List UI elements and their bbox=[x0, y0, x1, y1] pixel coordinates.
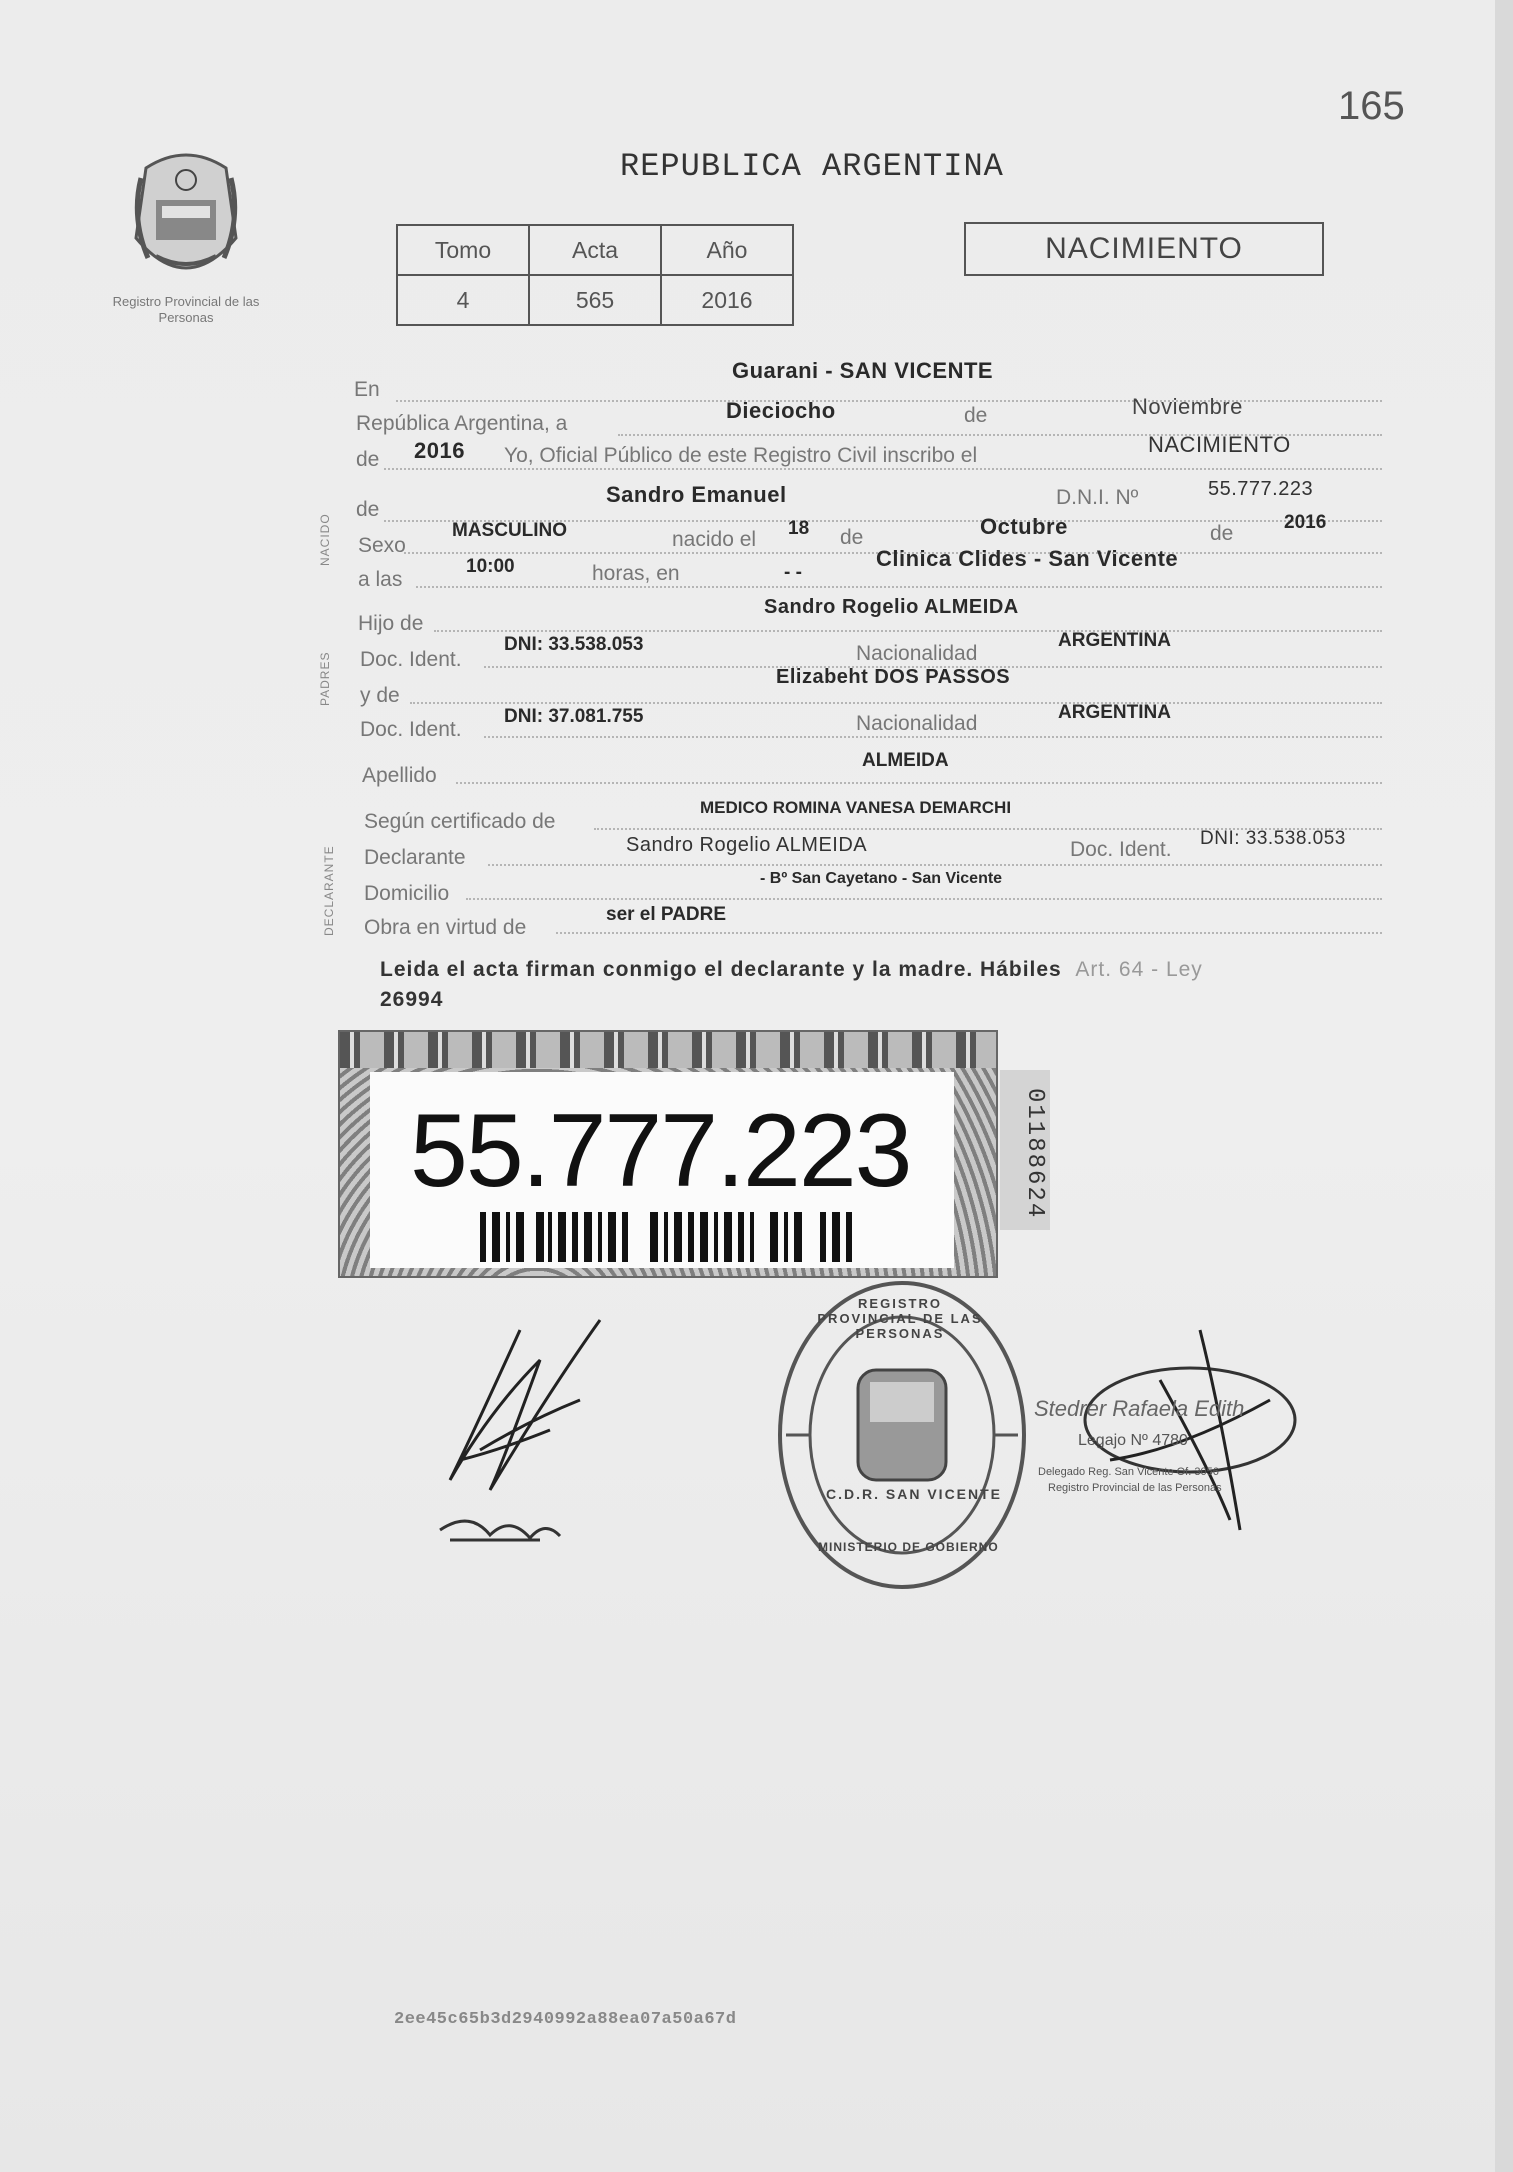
value-lugar-nac: Clinica Clides - San Vicente bbox=[876, 546, 1179, 571]
paper-edge bbox=[1495, 0, 1513, 2172]
label-nacionalidad-2: Nacionalidad bbox=[856, 712, 978, 735]
value-padre: Sandro Rogelio ALMEIDA bbox=[764, 596, 1019, 618]
sticker-serial: 01188624 bbox=[1021, 1088, 1048, 1220]
label-horas-en: horas, en bbox=[592, 562, 680, 585]
dotted-line bbox=[556, 932, 1382, 934]
official-legajo: Legajo Nº 4780 bbox=[1078, 1432, 1188, 1449]
value-lugar: Guarani - SAN VICENTE bbox=[732, 358, 994, 383]
value-padre-doc: DNI: 33.538.053 bbox=[504, 634, 644, 655]
official-name: Stedrer Rafaela Edith bbox=[1034, 1396, 1245, 1421]
value-madre-nac: ARGENTINA bbox=[1058, 702, 1171, 723]
table-value-acta: 565 bbox=[529, 275, 661, 325]
label-sexo: Sexo bbox=[358, 534, 406, 557]
value-nac-dia: 18 bbox=[788, 518, 810, 539]
value-certificado: MEDICO ROMINA VANESA DEMARCHI bbox=[700, 798, 1012, 817]
label-yo-oficial: Yo, Oficial Público de este Registro Civil inscribo el bbox=[504, 444, 978, 467]
label-doc-ident-2: Doc. Ident. bbox=[360, 718, 462, 741]
value-dia: Dieciocho bbox=[726, 398, 836, 423]
official-registro: Registro Provincial de las Personas bbox=[1048, 1482, 1222, 1494]
label-doc-ident: Doc. Ident. bbox=[360, 648, 462, 671]
document-hash: 2ee45c65b3d2940992a88ea07a50a67d bbox=[394, 2010, 737, 2029]
label-apellido: Apellido bbox=[362, 764, 437, 787]
provincial-crest-logo bbox=[126, 148, 246, 288]
law-number: 26994 bbox=[380, 988, 444, 1011]
dotted-line bbox=[410, 702, 1382, 704]
value-domicilio: - Bº San Cayetano - San Vicente bbox=[760, 870, 1003, 887]
label-de-5: de bbox=[1210, 522, 1234, 545]
table-value-tomo: 4 bbox=[397, 275, 529, 325]
sticker-number: 55.777.223 bbox=[410, 1093, 911, 1209]
label-de-4: de bbox=[840, 526, 864, 549]
label-dni: D.N.I. Nº bbox=[1056, 486, 1139, 509]
value-anio: 2016 bbox=[414, 438, 465, 463]
label-a-las: a las bbox=[358, 568, 403, 591]
value-nac-anio: 2016 bbox=[1284, 512, 1327, 533]
side-label-padres: PADRES bbox=[318, 651, 332, 706]
value-acto: NACIMIENTO bbox=[1148, 432, 1291, 457]
value-padre-nac: ARGENTINA bbox=[1058, 630, 1171, 651]
label-nacionalidad: Nacionalidad bbox=[856, 642, 978, 665]
barcode-icon bbox=[480, 1212, 855, 1262]
seal-ring-text: REGISTRO PROVINCIAL DE LAS PERSONAS bbox=[817, 1296, 983, 1341]
dotted-line bbox=[434, 630, 1382, 632]
page-number: 165 bbox=[1338, 84, 1405, 128]
label-de: de bbox=[964, 404, 988, 427]
label-en: En bbox=[354, 378, 380, 401]
label-obra-en-virtud: Obra en virtud de bbox=[364, 916, 527, 939]
value-hora: 10:00 bbox=[466, 556, 515, 577]
value-sexo: MASCULINO bbox=[452, 520, 568, 541]
table-value-anio: 2016 bbox=[661, 275, 793, 325]
side-label-nacido: NACIDO bbox=[318, 513, 332, 566]
official-signature bbox=[1070, 1320, 1300, 1540]
label-hijo-de: Hijo de bbox=[358, 612, 424, 635]
law-prefix: Art. 64 - Ley bbox=[1075, 958, 1203, 981]
closing-text bbox=[380, 955, 1360, 1015]
label-declarante: Declarante bbox=[364, 846, 466, 869]
label-nacido-el: nacido el bbox=[672, 528, 757, 551]
tomo-acta-anio-table bbox=[396, 224, 794, 326]
label-de-2: de bbox=[356, 448, 380, 471]
dotted-line bbox=[466, 898, 1382, 900]
document-title: REPUBLICA ARGENTINA bbox=[620, 148, 1004, 185]
dni-sticker bbox=[338, 1030, 998, 1278]
dotted-line bbox=[456, 782, 1382, 784]
value-apellido: ALMEIDA bbox=[862, 750, 949, 771]
value-madre: Elizabeht DOS PASSOS bbox=[776, 666, 1011, 688]
value-nac-mes: Octubre bbox=[980, 514, 1068, 539]
label-republica: República Argentina, a bbox=[356, 412, 568, 435]
seal-bottom-text: MINISTERIO DE GOBIERNO bbox=[818, 1540, 999, 1554]
value-lugar-nac-prefix: - - bbox=[784, 562, 802, 583]
act-type-box: NACIMIENTO bbox=[964, 222, 1324, 276]
value-obra: ser el PADRE bbox=[606, 904, 727, 925]
sticker-label bbox=[370, 1072, 954, 1268]
label-y-de: y de bbox=[360, 684, 400, 707]
label-segun-certificado: Según certificado de bbox=[364, 810, 556, 833]
value-nombre: Sandro Emanuel bbox=[606, 482, 787, 507]
dotted-line bbox=[484, 736, 1382, 738]
table-header-anio: Año bbox=[661, 225, 793, 275]
value-declarante: Sandro Rogelio ALMEIDA bbox=[626, 834, 868, 856]
sticker-pattern bbox=[340, 1032, 996, 1068]
label-de-3: de bbox=[356, 498, 380, 521]
value-declarante-doc: DNI: 33.538.053 bbox=[1200, 828, 1346, 849]
table-header-tomo: Tomo bbox=[397, 225, 529, 275]
seal-center-text: C.D.R. SAN VICENTE bbox=[826, 1486, 1003, 1502]
dotted-line bbox=[384, 468, 1382, 470]
dotted-line bbox=[488, 864, 1382, 866]
value-mes: Noviembre bbox=[1132, 394, 1243, 419]
declarant-signature bbox=[430, 1300, 630, 1560]
label-domicilio: Domicilio bbox=[364, 882, 450, 905]
dotted-line bbox=[416, 586, 1382, 588]
side-label-declarante: DECLARANTE bbox=[322, 845, 336, 936]
official-cargo: Delegado Reg. San Vicente Of. 3056 bbox=[1038, 1466, 1219, 1478]
crest-caption: Registro Provincial de las Personas bbox=[112, 294, 260, 325]
label-doc-ident-3: Doc. Ident. bbox=[1070, 838, 1172, 861]
closing-statement: Leida el acta firman conmigo el declarante y la madre. Hábiles bbox=[380, 958, 1062, 981]
table-header-acta: Acta bbox=[529, 225, 661, 275]
value-dni: 55.777.223 bbox=[1208, 478, 1314, 500]
value-madre-doc: DNI: 37.081.755 bbox=[504, 706, 644, 727]
